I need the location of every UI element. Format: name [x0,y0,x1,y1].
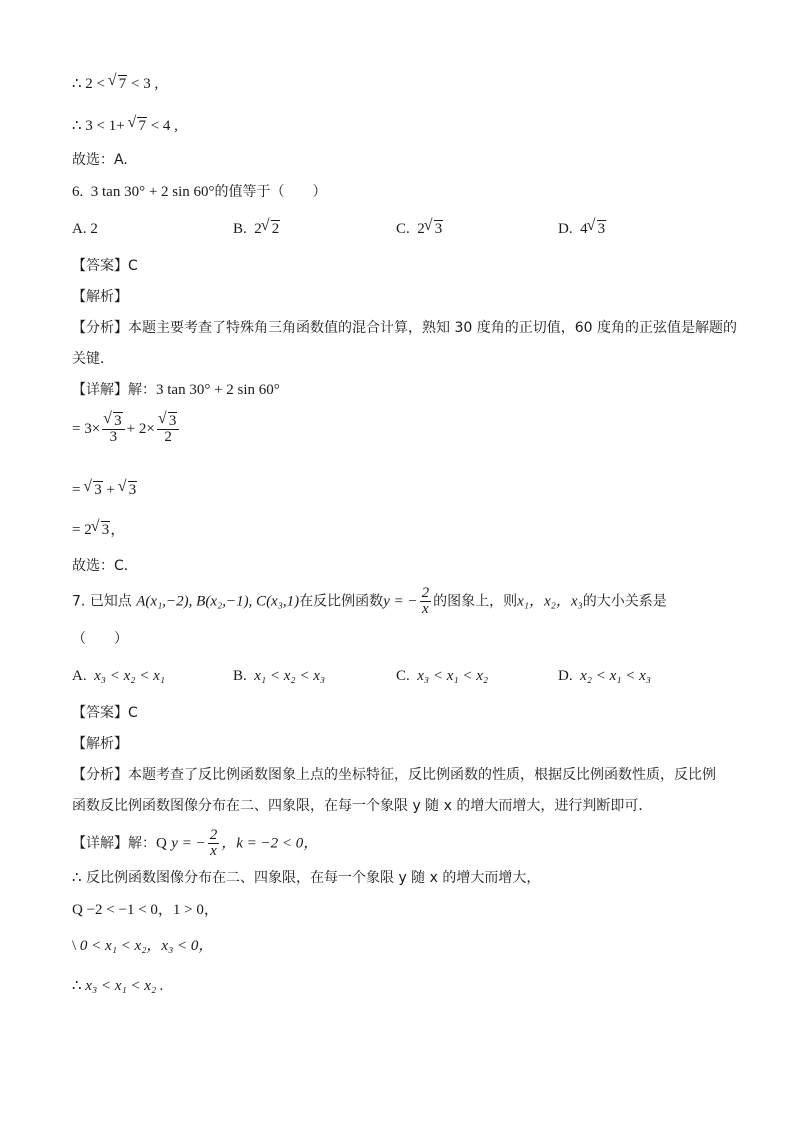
therefore-symbol: ∴ [72,870,82,886]
q6-choose: 故选：C． [72,558,138,574]
q7-option-b: B. x₁ < x₂ < x₃ [233,668,326,684]
q6-analysis-line-2: 关键． [72,351,114,367]
question-6-expression: 3 tan 30° + 2 sin 60° [90,184,215,200]
q7-paren: （ ） [72,631,128,647]
therefore-symbol: ∴ [72,76,82,92]
q6-step-2: = √ 3 + √ 3 [72,480,137,500]
q7-option-a: A. x₃ < x₂ < x₁ [72,668,165,684]
sqrt: √ 7 [109,74,128,94]
sqrt: √ 7 [128,116,147,136]
question-6: 6. 3 tan 30° + 2 sin 60°的值等于（ ） [72,184,327,200]
q7-line-2: ∴ 反比例函数图像分布在二、四象限，在每一个象限 y 随 x 的增大而增大， [72,870,541,886]
q6-answer: 【答案】C [72,258,138,274]
step-line-1: ∴ 2 < √ 7 < 3 , [72,74,158,94]
step-line-2: ∴ 3 < 1+ √ 7 < 4 , [72,116,178,136]
because-symbol: Q [72,902,83,918]
therefore-symbol: ∴ [72,978,82,994]
because-symbol: Q [156,835,167,852]
q7-points: A(x₁,−2), B(x₂,−1), C(x₃,1) [136,593,300,610]
q6-analysis-tag: 【解析】 [72,289,128,305]
q7-analysis-line-1: 【分析】本题考查了反比例函数图象上点的坐标特征，反比例函数的性质，根据反比例函数性质，反比例 [72,767,716,783]
q6-step-3: = 2√ 3， [72,520,125,540]
choose-line-a: 故选：A. [72,152,128,168]
q6-option-b: B. 2√ 2 [233,219,280,239]
q7-analysis-tag: 【解析】 [72,736,128,752]
q6-option-d: D. 4√ 3 [558,219,606,239]
q7-line-3: Q −2 < −1 < 0，1 > 0， [72,902,219,918]
question-7: 7. 已知点 A(x₁,−2), B(x₂,−1), C(x₃,1)在反比例函数y = − $\frac{2}{x}$ 的图象上，则x₁，x₂，x₃的大小关系是 [72,585,667,617]
q6-option-a: A. 2 [72,221,98,237]
q7-answer: 【答案】C [72,705,138,721]
q7-line-4: \ 0 < x₁ < x₂，x₃ < 0， [72,938,214,954]
q6-option-c: C. 2√ 3 [396,219,443,239]
q7-analysis-line-2: 函数反比例函数图像分布在二、四象限，在每一个象限 y 随 x 的增大而增大，进行判断即可． [72,798,653,814]
q6-detail: 【详解】解：3 tan 30° + 2 sin 60° [72,382,280,398]
q7-line-5: ∴ x₃ < x₁ < x₂ . [72,978,164,994]
therefore-symbol: ∴ [72,118,82,134]
q7-option-c: C. x₃ < x₁ < x₂ [396,668,489,684]
q6-step-1: = 3× √ $\frac{3}{3}$ + 2× √ $\frac{3}{2}$ [72,414,181,445]
q7-detail: 【详解】解：Q y = − $\frac{2}{x}$ ，k = −2 < 0， [72,827,319,859]
q6-analysis-line-1: 【分析】本题主要考查了特殊角三角函数值的混合计算，熟知 30 度角的正切值，60 度角的正弦值是解题的 [72,320,737,336]
q7-option-d: D. x₂ < x₁ < x₃ [558,668,651,684]
backslash-symbol: \ [72,938,77,954]
